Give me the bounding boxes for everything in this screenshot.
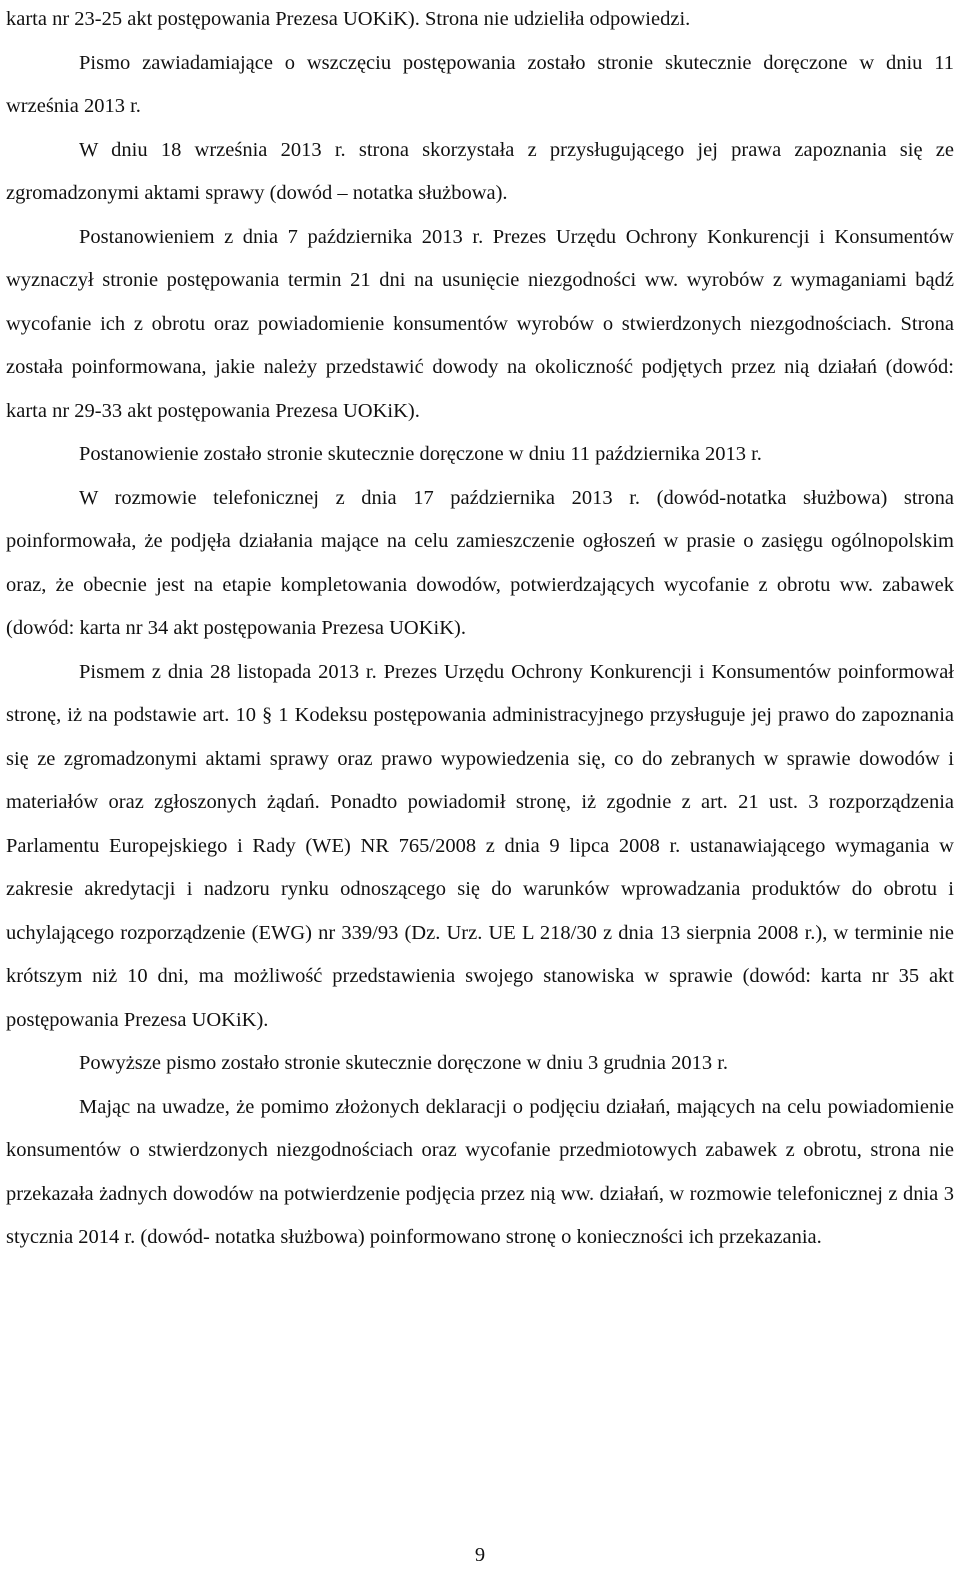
paragraph-notice-delivered: Pismo zawiadamiające o wszczęciu postępowania zostało stronie skutecznie doręczone w dniu 11 września 2013 r. — [6, 51, 954, 117]
paragraph-continuation: karta nr 23-25 akt postępowania Prezesa UOKiK). Strona nie udzieliła odpowiedzi. — [6, 8, 691, 30]
paragraph-phone-call: W rozmowie telefonicznej z dnia 17 października 2013 r. (dowód-notatka służbowa) strona poinformowała, że podjęła działania mające na celu zamieszczenie ogłoszeń w prasie o zasięgu ogólnopolskim oraz, że obecnie jest na etapie kompletowania dowodów, potwierdzających wycofanie z obrotu ww. zabawek (dowód: karta nr 34 akt postępowania Prezesa UOKiK). — [6, 486, 954, 639]
paragraph-letter-november: Pismem z dnia 28 listopada 2013 r. Prezes Urzędu Ochrony Konkurencji i Konsumentów poinformował stronę, iż na podstawie art. 10 § 1 Kodeksu postępowania administracyjnego przysługuje jej prawo do zapoznania się ze zgromadzonymi aktami sprawy oraz prawo wypowiedzenia się, co do zebranych w sprawie dowodów i materiałów oraz zgłoszonych żądań. Ponadto powiadomił stronę, iż zgodnie z art. 21 ust. 3 rozporządzenia Parlamentu Europejskiego i Rady (WE) NR 765/2008 z dnia 9 lipca 2008 r. ustanawiającego wymagania w zakresie akredytacji i nadzoru rynku odnoszącego się do warunków wprowadzania produktów do obrotu i uchylającego rozporządzenie (EWG) nr 339/93 (Dz. Urz. UE L 218/30 z dnia 13 sierpnia 2008 r.), w terminie nie krótszym niż 10 dni, ma możliwość przedstawienia swojego stanowiska w sprawie (dowód: karta nr 35 akt postępowania Prezesa UOKiK). — [6, 660, 954, 1031]
document-page — [6, 0, 954, 1569]
paragraph-files-review: W dniu 18 września 2013 r. strona skorzystała z przysługującego jej prawa zapoznania się ze zgromadzonymi aktami sprawy (dowód – notatka służbowa). — [6, 138, 954, 204]
page-number: 9 — [474, 1544, 486, 1566]
body-text — [6, 0, 954, 1260]
paragraph-letter-delivered: Powyższe pismo zostało stronie skutecznie doręczone w dniu 3 grudnia 2013 r. — [79, 1052, 729, 1074]
paragraph-conclusion: Mając na uwadze, że pomimo złożonych deklaracji o podjęciu działań, mających na celu powiadomienie konsumentów o stwierdzonych niezgodnościach oraz wycofanie przedmiotowych zabawek z obrotu, strona nie przekazała żadnych dowodów na potwierdzenie podjęcia przez nią ww. działań, w rozmowie telefonicznej z dnia 3 stycznia 2014 r. (dowód- notatka służbowa) poinformowano stronę o konieczności ich przekazania. — [6, 1095, 954, 1248]
paragraph-decision-deadline: Postanowieniem z dnia 7 października 2013 r. Prezes Urzędu Ochrony Konkurencji i Konsumentów wyznaczył stronie postępowania termin 21 dni na usunięcie niezgodności ww. wyrobów z wymaganiami bądź wycofanie ich z obrotu oraz powiadomienie konsumentów wyrobów o stwierdzonych niezgodnościach. Strona została poinformowana, jakie należy przedstawić dowody na okoliczność podjętych przez nią działań (dowód: karta nr 29-33 akt postępowania Prezesa UOKiK). — [6, 225, 954, 422]
paragraph-decision-delivered: Postanowienie zostało stronie skutecznie doręczone w dniu 11 października 2013 r. — [79, 443, 762, 465]
